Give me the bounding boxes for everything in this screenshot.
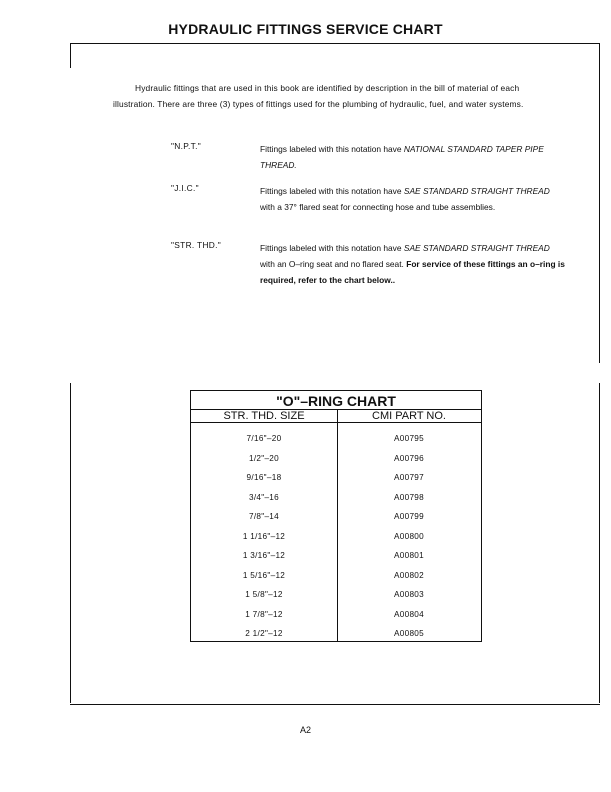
thread-size-cell: 1/2"–20 xyxy=(248,453,280,463)
table-row xyxy=(191,429,481,449)
part-number-cell: A00799 xyxy=(393,512,425,521)
thread-size-cell: 1 7/8"–12 xyxy=(245,609,283,619)
frame-left-line-bottom xyxy=(70,383,71,703)
definition-term: "N.P.T." xyxy=(171,141,202,151)
thread-size-cell: 1 1/16"–12 xyxy=(242,531,286,541)
definition-text: Fittings labeled with this notation have xyxy=(260,243,404,253)
definition-term: "STR. THD." xyxy=(171,240,222,250)
thread-size-cell: 1 5/16"–12 xyxy=(242,570,286,580)
definition-term: "J.I.C." xyxy=(171,183,199,193)
definition-italic-text: NATIONAL STANDARD TAPER PIPE THREAD. xyxy=(260,144,544,170)
thread-size-cell: 7/16"–20 xyxy=(246,434,282,443)
intro-text: Hydraulic fittings that are used in this book are identified by description in the bill of material of each illustration. There are three (3) types of fittings used for the plumbing of hydraulic, fuel, and water systems. xyxy=(113,83,524,109)
definition-description xyxy=(260,141,565,173)
definition-text-tail: with an O–ring seat and no flared seat. xyxy=(260,259,404,269)
part-number-cell: A00798 xyxy=(393,492,425,502)
thread-size-cell: 2 1/2"–12 xyxy=(245,629,283,638)
page-number: A2 xyxy=(299,725,311,735)
oring-chart-rows xyxy=(191,429,481,644)
definition-bold-note: For service of these fittings an o–ring is required, refer to the chart below.. xyxy=(260,259,565,285)
definition-text: Fittings labeled with this notation have xyxy=(260,144,404,154)
frame-left-line-top xyxy=(70,43,71,68)
table-row xyxy=(191,624,481,644)
oring-chart-table xyxy=(190,390,482,642)
part-number-cell: A00804 xyxy=(393,609,425,619)
part-number-cell: A00802 xyxy=(393,570,425,580)
frame-right-line-top xyxy=(599,43,600,363)
definition-italic-text: SAE STANDARD STRAIGHT THREAD xyxy=(403,243,550,253)
column-header-part: CMI PART NO. xyxy=(372,410,446,422)
column-header-size: STR. THD. SIZE xyxy=(223,410,305,422)
thread-size-cell: 9/16"–18 xyxy=(246,473,282,482)
part-number-cell: A00801 xyxy=(393,551,425,560)
oring-chart-title: "O"–RING CHART xyxy=(276,393,396,409)
frame-right-line-bottom xyxy=(599,383,600,703)
definition-italic-text: SAE STANDARD STRAIGHT THREAD xyxy=(403,186,550,196)
part-number-cell: A00796 xyxy=(393,453,425,463)
part-number-cell: A00800 xyxy=(393,531,425,541)
intro-paragraph xyxy=(113,80,555,112)
table-row xyxy=(191,585,481,605)
oring-chart-header xyxy=(191,409,481,423)
table-row xyxy=(191,546,481,566)
definition-text-tail: with a 37° flared seat for connecting hose and tube assemblies. xyxy=(260,202,496,212)
part-number-cell: A00797 xyxy=(393,473,425,482)
table-row xyxy=(191,449,481,469)
table-row xyxy=(191,527,481,547)
thread-size-cell: 3/4"–16 xyxy=(248,492,280,502)
table-row xyxy=(191,605,481,625)
table-row xyxy=(191,468,481,488)
part-number-cell: A00803 xyxy=(393,590,425,599)
part-number-cell: A00795 xyxy=(393,434,425,443)
thread-size-cell: 7/8"–14 xyxy=(248,512,280,521)
table-row xyxy=(191,488,481,508)
table-row xyxy=(191,566,481,586)
page-title: HYDRAULIC FITTINGS SERVICE CHART xyxy=(168,21,443,37)
part-number-cell: A00805 xyxy=(393,629,425,638)
definition-description xyxy=(260,240,565,288)
table-row xyxy=(191,507,481,527)
thread-size-cell: 1 3/16"–12 xyxy=(242,551,286,560)
definition-description xyxy=(260,183,565,215)
thread-size-cell: 1 5/8"–12 xyxy=(245,590,283,599)
definition-text: Fittings labeled with this notation have xyxy=(260,186,404,196)
